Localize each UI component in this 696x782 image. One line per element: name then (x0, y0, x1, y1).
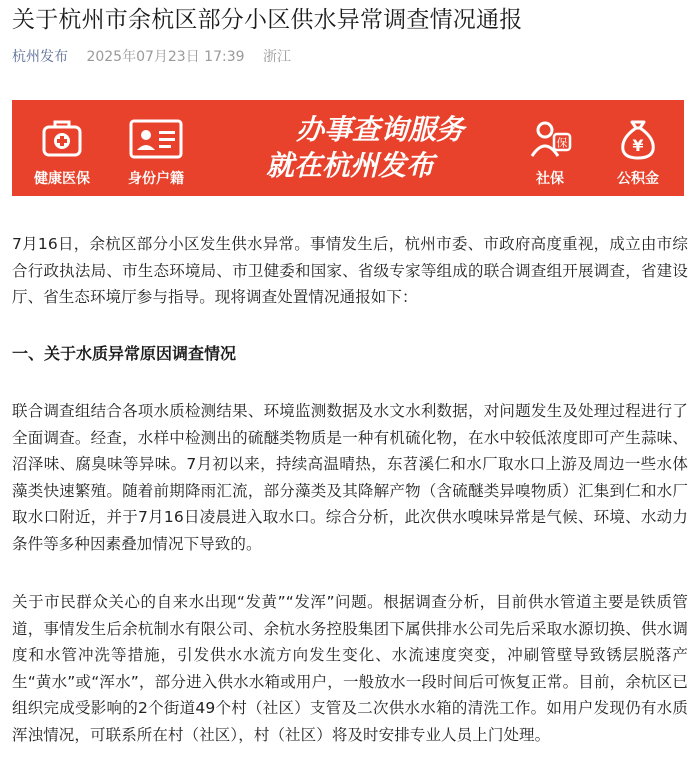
svg-text:保: 保 (556, 136, 568, 150)
banner-tile-housing-fund[interactable] (592, 100, 684, 196)
banner-tile-label: 健康医保 (34, 171, 90, 187)
banner-tile-label: 社保 (536, 171, 564, 187)
banner-tile-label: 公积金 (617, 171, 659, 187)
paragraph-yellow-water: 关于市民群众关心的自来水出现“发黄”“发浑”问题。根据调查分析，目前供水管道主要是铁质管道，事情发生后余杭制水有限公司、余杭水务控股集团下属供排水公司先后采取水源切换、供水调度和水管冲洗等措施，引发供水水流方向发生变化、水流速度突变，冲刷管壁导致锈层脱落产生“黄水”或“浑水”，部分进入供水水箱或用户，一般放水一段时间后可恢复正常。目前，余杭区已组织完成受影响的2个街道49个村（社区）支管及二次供水水箱的清洗工作。如用户发现仍有水质浑浊情况，可联系所在村（社区），村（社区）将及时安排专业人员上门处理。 (12, 593, 688, 744)
article-title: 关于杭州市余杭区部分小区供水异常调查情况通报 (12, 7, 523, 33)
banner-tile-label: 身份户籍 (128, 171, 184, 187)
source-link[interactable]: 杭州发布 (12, 49, 68, 65)
banner-tile-health[interactable] (16, 100, 108, 196)
article-meta (12, 46, 291, 68)
paragraph-intro: 7月16日，余杭区部分小区发生供水异常。事情发生后，杭州市委、市政府高度重视，成立由市综合行政执法局、市生态环境局、市卫健委和国家、省级专家等组成的联合调查组开展调查，省建设厅、省生态环境厅参与指导。现将调查处置情况通报如下： (12, 235, 688, 306)
publish-time: 2025年07月23日 17:39 (86, 49, 245, 65)
svg-text:¥: ¥ (632, 136, 644, 155)
section-heading: 一、关于水质异常原因调查情况 (12, 344, 237, 363)
banner-slogan-line1: 办事查询服务 (296, 113, 465, 146)
banner-tile-social-security[interactable] (504, 100, 596, 196)
service-banner[interactable] (12, 100, 684, 196)
publish-location: 浙江 (262, 49, 291, 65)
paragraph-cause: 联合调查组结合各项水质检测结果、环境监测数据及水文水利数据，对问题发生及处理过程进行了全面调查。经查，水样中检测出的硫醚类物质是一种有机硫化物，在水中较低浓度即可产生蒜味、沼泽味、腐臭味等异味。7月初以来，持续高温晴热，东苕溪仁和水厂取水口上游及周边一些水体藻类快速繁殖。随着前期降雨汇流，部分藻类及其降解产物（含硫醚类异嗅物质）汇集到仁和水厂取水口附近，并于7月16日凌晨进入取水口。综合分析，此次供水嗅味异常是气候、环境、水动力条件等多种因素叠加情况下导致的。 (12, 402, 688, 553)
banner-slogan-line2: 就在杭州发布 (266, 149, 435, 182)
banner-tile-id[interactable] (110, 100, 202, 196)
